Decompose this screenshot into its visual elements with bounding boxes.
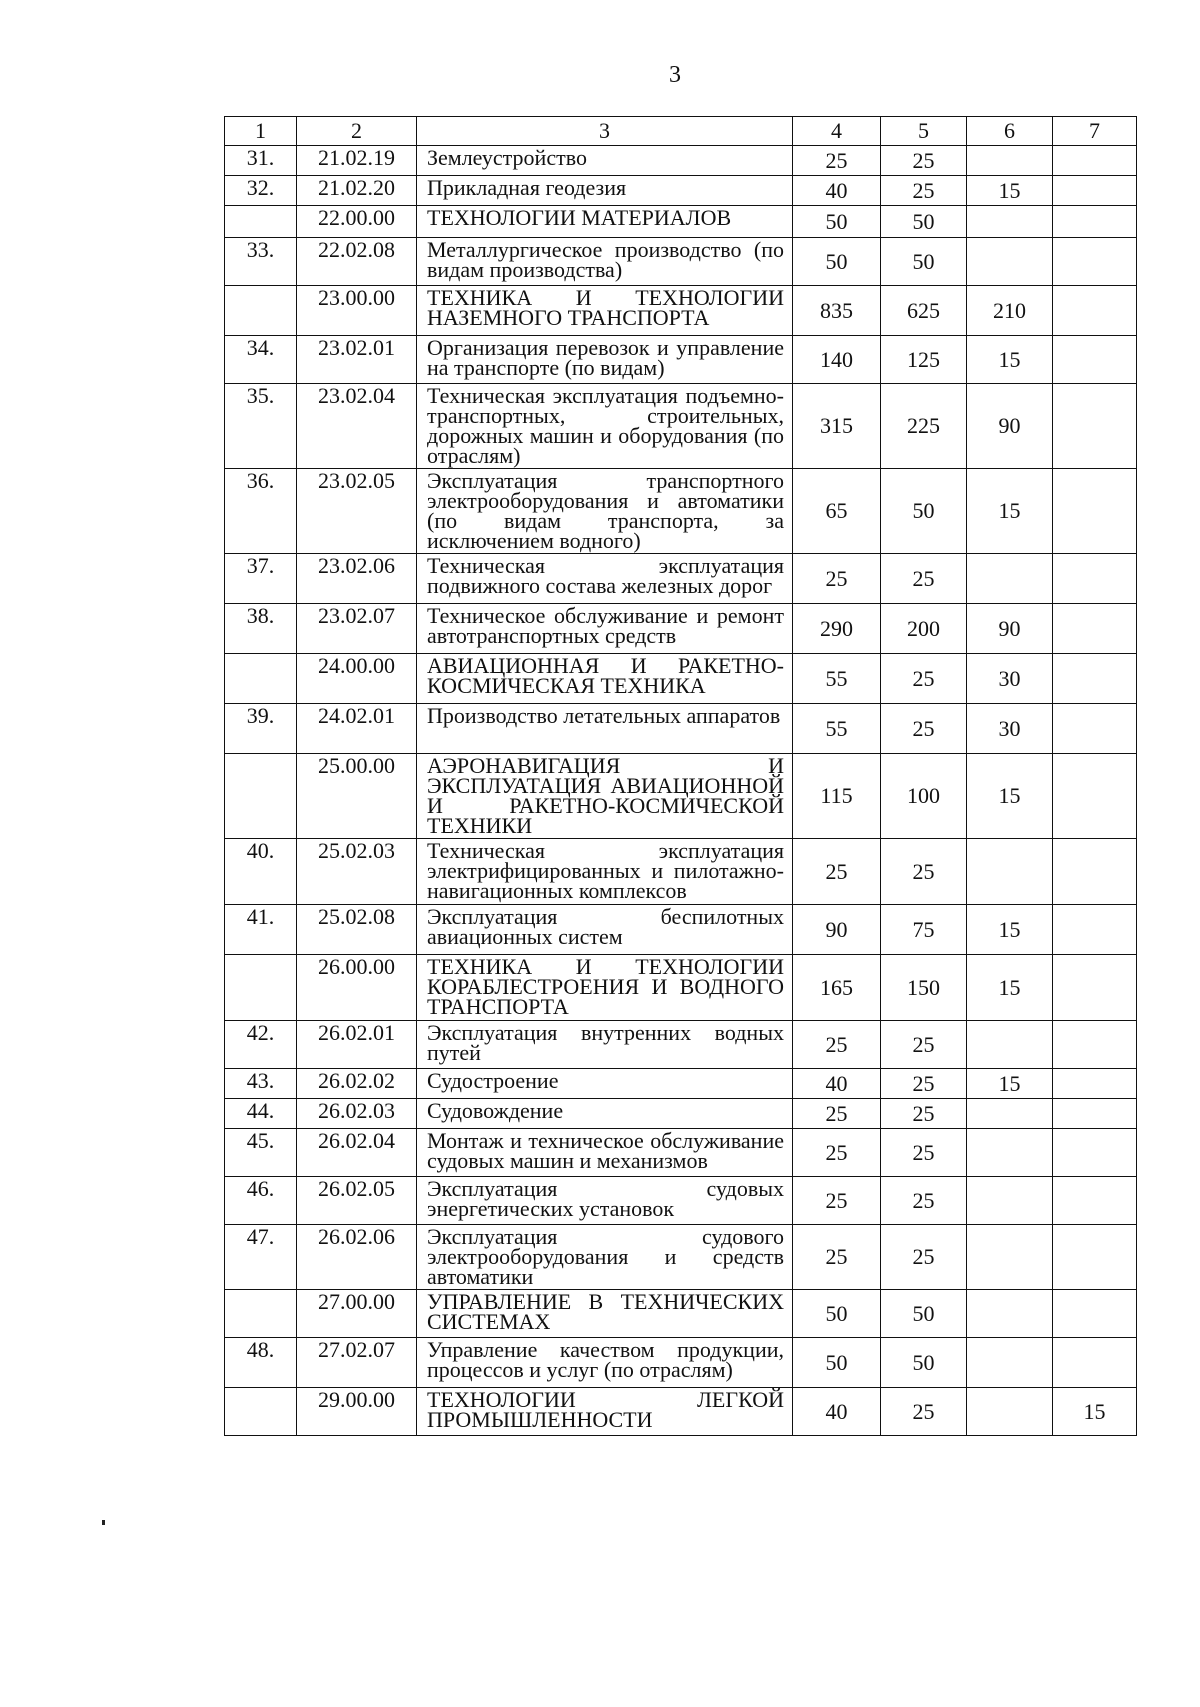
row-number-cell [225, 206, 297, 238]
value-cell-5: 150 [881, 955, 967, 1021]
code-cell: 21.02.20 [297, 176, 417, 206]
code-cell: 26.02.04 [297, 1129, 417, 1177]
header-cell-2: 2 [297, 117, 417, 146]
value-cell-6 [967, 1129, 1053, 1177]
name-cell: АВИАЦИОННАЯ И РАКЕТНО-КОСМИЧЕСКАЯ ТЕХНИКА [417, 654, 793, 704]
value-cell-4: 50 [793, 1338, 881, 1388]
table-section-row [225, 1388, 1137, 1436]
code-cell: 26.00.00 [297, 955, 417, 1021]
value-cell-7 [1053, 384, 1137, 469]
scan-artifact-dot [102, 1520, 105, 1525]
value-cell-7 [1053, 206, 1137, 238]
row-number-cell: 42. [225, 1021, 297, 1069]
value-cell-4: 50 [793, 206, 881, 238]
row-number-cell [225, 1290, 297, 1338]
value-cell-4: 25 [793, 1177, 881, 1225]
value-cell-6 [967, 1021, 1053, 1069]
value-cell-7 [1053, 955, 1137, 1021]
value-cell-4: 40 [793, 176, 881, 206]
table-section-row [225, 206, 1137, 238]
value-cell-5: 75 [881, 905, 967, 955]
code-cell: 24.00.00 [297, 654, 417, 704]
value-cell-4: 50 [793, 1290, 881, 1338]
value-cell-5: 225 [881, 384, 967, 469]
row-number-cell: 31. [225, 146, 297, 176]
table-section-row [225, 286, 1137, 336]
code-cell: 22.02.08 [297, 238, 417, 286]
value-cell-7 [1053, 1099, 1137, 1129]
value-cell-4: 25 [793, 1021, 881, 1069]
name-cell: Судостроение [417, 1069, 793, 1099]
table-row [225, 176, 1137, 206]
name-cell: Эксплуатация судового электрооборудования и средств автоматики [417, 1225, 793, 1290]
table-row [225, 336, 1137, 384]
value-cell-5: 100 [881, 754, 967, 839]
value-cell-4: 25 [793, 146, 881, 176]
value-cell-6 [967, 554, 1053, 604]
name-cell: Организация перевозок и управление на транспорте (по видам) [417, 336, 793, 384]
row-number-cell: 38. [225, 604, 297, 654]
table-row [225, 604, 1137, 654]
value-cell-4: 115 [793, 754, 881, 839]
table-row [225, 905, 1137, 955]
value-cell-7 [1053, 286, 1137, 336]
value-cell-4: 835 [793, 286, 881, 336]
value-cell-7 [1053, 1021, 1137, 1069]
name-cell: Металлургическое производство (по видам производства) [417, 238, 793, 286]
name-cell: АЭРОНАВИГАЦИЯ И ЭКСПЛУАТАЦИЯ АВИАЦИОННОЙ И РАКЕТНО-КОСМИЧЕСКОЙ ТЕХНИКИ [417, 754, 793, 839]
table-row [225, 146, 1137, 176]
code-cell: 23.02.04 [297, 384, 417, 469]
value-cell-6: 210 [967, 286, 1053, 336]
value-cell-5: 25 [881, 1099, 967, 1129]
value-cell-4: 315 [793, 384, 881, 469]
value-cell-4: 140 [793, 336, 881, 384]
value-cell-7 [1053, 905, 1137, 955]
row-number-cell: 36. [225, 469, 297, 554]
name-cell: ТЕХНИКА И ТЕХНОЛОГИИ НАЗЕМНОГО ТРАНСПОРТА [417, 286, 793, 336]
value-cell-6 [967, 1177, 1053, 1225]
value-cell-5: 25 [881, 1225, 967, 1290]
code-cell: 23.02.06 [297, 554, 417, 604]
value-cell-5: 625 [881, 286, 967, 336]
value-cell-4: 25 [793, 1225, 881, 1290]
name-cell: Техническая эксплуатация электрифицированных и пилотажно-навигационных комплексов [417, 839, 793, 905]
value-cell-4: 25 [793, 554, 881, 604]
row-number-cell: 37. [225, 554, 297, 604]
name-cell: Эксплуатация транспортного электрооборудования и автоматики (по видам транспорта, за исключением водного) [417, 469, 793, 554]
value-cell-5: 25 [881, 176, 967, 206]
row-number-cell: 39. [225, 704, 297, 754]
value-cell-7 [1053, 654, 1137, 704]
value-cell-4: 290 [793, 604, 881, 654]
row-number-cell: 35. [225, 384, 297, 469]
code-cell: 25.02.03 [297, 839, 417, 905]
value-cell-7 [1053, 754, 1137, 839]
table-row [225, 1021, 1137, 1069]
code-cell: 26.02.03 [297, 1099, 417, 1129]
code-cell: 23.02.01 [297, 336, 417, 384]
name-cell: Прикладная геодезия [417, 176, 793, 206]
value-cell-6 [967, 1338, 1053, 1388]
value-cell-7: 15 [1053, 1388, 1137, 1436]
name-cell: ТЕХНОЛОГИИ МАТЕРИАЛОВ [417, 206, 793, 238]
value-cell-6: 15 [967, 469, 1053, 554]
row-number-cell: 34. [225, 336, 297, 384]
value-cell-6: 30 [967, 704, 1053, 754]
header-cell-5: 5 [881, 117, 967, 146]
code-cell: 27.00.00 [297, 1290, 417, 1338]
value-cell-6 [967, 238, 1053, 286]
header-cell-7: 7 [1053, 117, 1137, 146]
code-cell: 21.02.19 [297, 146, 417, 176]
header-cell-4: 4 [793, 117, 881, 146]
code-cell: 26.02.06 [297, 1225, 417, 1290]
table-row [225, 1225, 1137, 1290]
name-cell: Техническая эксплуатация подъемно-транспортных, строительных, дорожных машин и оборудования (по отраслям) [417, 384, 793, 469]
table-row [225, 1069, 1137, 1099]
row-number-cell: 43. [225, 1069, 297, 1099]
table-section-row [225, 955, 1137, 1021]
row-number-cell [225, 654, 297, 704]
name-cell: Эксплуатация беспилотных авиационных систем [417, 905, 793, 955]
value-cell-6 [967, 1290, 1053, 1338]
value-cell-4: 65 [793, 469, 881, 554]
value-cell-6: 15 [967, 336, 1053, 384]
value-cell-7 [1053, 839, 1137, 905]
row-number-cell: 45. [225, 1129, 297, 1177]
value-cell-7 [1053, 1069, 1137, 1099]
name-cell: Управление качеством продукции, процессов и услуг (по отраслям) [417, 1338, 793, 1388]
value-cell-7 [1053, 1290, 1137, 1338]
value-cell-7 [1053, 176, 1137, 206]
code-cell: 26.02.01 [297, 1021, 417, 1069]
table-row [225, 384, 1137, 469]
code-cell: 23.02.05 [297, 469, 417, 554]
value-cell-5: 25 [881, 1021, 967, 1069]
table-row [225, 238, 1137, 286]
row-number-cell: 33. [225, 238, 297, 286]
name-cell: Монтаж и техническое обслуживание судовых машин и механизмов [417, 1129, 793, 1177]
value-cell-5: 125 [881, 336, 967, 384]
row-number-cell: 47. [225, 1225, 297, 1290]
value-cell-6 [967, 146, 1053, 176]
row-number-cell [225, 286, 297, 336]
value-cell-6 [967, 1388, 1053, 1436]
value-cell-7 [1053, 146, 1137, 176]
value-cell-7 [1053, 238, 1137, 286]
value-cell-5: 25 [881, 839, 967, 905]
code-cell: 26.02.02 [297, 1069, 417, 1099]
code-cell: 24.02.01 [297, 704, 417, 754]
value-cell-5: 25 [881, 654, 967, 704]
value-cell-4: 40 [793, 1388, 881, 1436]
name-cell: Землеустройство [417, 146, 793, 176]
code-cell: 29.00.00 [297, 1388, 417, 1436]
table-row [225, 1177, 1137, 1225]
value-cell-5: 50 [881, 469, 967, 554]
value-cell-5: 25 [881, 554, 967, 604]
value-cell-5: 25 [881, 1388, 967, 1436]
value-cell-6: 90 [967, 384, 1053, 469]
value-cell-5: 50 [881, 1338, 967, 1388]
value-cell-7 [1053, 704, 1137, 754]
row-number-cell: 41. [225, 905, 297, 955]
table-header-row [225, 117, 1137, 146]
row-number-cell: 40. [225, 839, 297, 905]
table-row [225, 704, 1137, 754]
value-cell-4: 55 [793, 704, 881, 754]
value-cell-7 [1053, 1225, 1137, 1290]
value-cell-5: 200 [881, 604, 967, 654]
value-cell-5: 50 [881, 206, 967, 238]
specialties-table [224, 116, 1137, 1436]
value-cell-7 [1053, 554, 1137, 604]
value-cell-6 [967, 839, 1053, 905]
value-cell-4: 25 [793, 1129, 881, 1177]
name-cell: УПРАВЛЕНИЕ В ТЕХНИЧЕСКИХ СИСТЕМАХ [417, 1290, 793, 1338]
row-number-cell [225, 955, 297, 1021]
row-number-cell [225, 1388, 297, 1436]
value-cell-6: 15 [967, 905, 1053, 955]
value-cell-5: 50 [881, 238, 967, 286]
value-cell-6: 30 [967, 654, 1053, 704]
value-cell-5: 25 [881, 1069, 967, 1099]
name-cell: Производство летательных аппаратов [417, 704, 793, 754]
value-cell-5: 25 [881, 1129, 967, 1177]
table-row [225, 469, 1137, 554]
value-cell-7 [1053, 336, 1137, 384]
table-row [225, 1338, 1137, 1388]
table-row [225, 839, 1137, 905]
value-cell-6: 15 [967, 176, 1053, 206]
value-cell-6 [967, 1099, 1053, 1129]
name-cell: Судовождение [417, 1099, 793, 1129]
table-row [225, 1129, 1137, 1177]
table-section-row [225, 754, 1137, 839]
value-cell-4: 40 [793, 1069, 881, 1099]
value-cell-4: 90 [793, 905, 881, 955]
code-cell: 22.00.00 [297, 206, 417, 238]
row-number-cell: 46. [225, 1177, 297, 1225]
name-cell: ТЕХНИКА И ТЕХНОЛОГИИ КОРАБЛЕСТРОЕНИЯ И ВОДНОГО ТРАНСПОРТА [417, 955, 793, 1021]
code-cell: 25.00.00 [297, 754, 417, 839]
value-cell-6 [967, 206, 1053, 238]
value-cell-4: 50 [793, 238, 881, 286]
header-cell-1: 1 [225, 117, 297, 146]
value-cell-6: 15 [967, 754, 1053, 839]
name-cell: ТЕХНОЛОГИИ ЛЕГКОЙ ПРОМЫШЛЕННОСТИ [417, 1388, 793, 1436]
header-cell-3: 3 [417, 117, 793, 146]
table-section-row [225, 1290, 1137, 1338]
name-cell: Эксплуатация внутренних водных путей [417, 1021, 793, 1069]
value-cell-6: 15 [967, 1069, 1053, 1099]
value-cell-4: 25 [793, 839, 881, 905]
name-cell: Техническое обслуживание и ремонт автотранспортных средств [417, 604, 793, 654]
value-cell-4: 55 [793, 654, 881, 704]
row-number-cell [225, 754, 297, 839]
value-cell-5: 25 [881, 146, 967, 176]
page-number: 3 [669, 62, 681, 88]
value-cell-7 [1053, 1129, 1137, 1177]
value-cell-6: 90 [967, 604, 1053, 654]
table-row [225, 1099, 1137, 1129]
value-cell-4: 165 [793, 955, 881, 1021]
header-cell-6: 6 [967, 117, 1053, 146]
value-cell-5: 25 [881, 1177, 967, 1225]
table-row [225, 554, 1137, 604]
value-cell-7 [1053, 469, 1137, 554]
code-cell: 26.02.05 [297, 1177, 417, 1225]
value-cell-7 [1053, 604, 1137, 654]
table-section-row [225, 654, 1137, 704]
value-cell-5: 25 [881, 704, 967, 754]
row-number-cell: 32. [225, 176, 297, 206]
name-cell: Техническая эксплуатация подвижного состава железных дорог [417, 554, 793, 604]
value-cell-6: 15 [967, 955, 1053, 1021]
code-cell: 23.00.00 [297, 286, 417, 336]
row-number-cell: 44. [225, 1099, 297, 1129]
code-cell: 27.02.07 [297, 1338, 417, 1388]
value-cell-7 [1053, 1338, 1137, 1388]
name-cell: Эксплуатация судовых энергетических установок [417, 1177, 793, 1225]
code-cell: 25.02.08 [297, 905, 417, 955]
code-cell: 23.02.07 [297, 604, 417, 654]
value-cell-6 [967, 1225, 1053, 1290]
value-cell-5: 50 [881, 1290, 967, 1338]
row-number-cell: 48. [225, 1338, 297, 1388]
value-cell-7 [1053, 1177, 1137, 1225]
value-cell-4: 25 [793, 1099, 881, 1129]
